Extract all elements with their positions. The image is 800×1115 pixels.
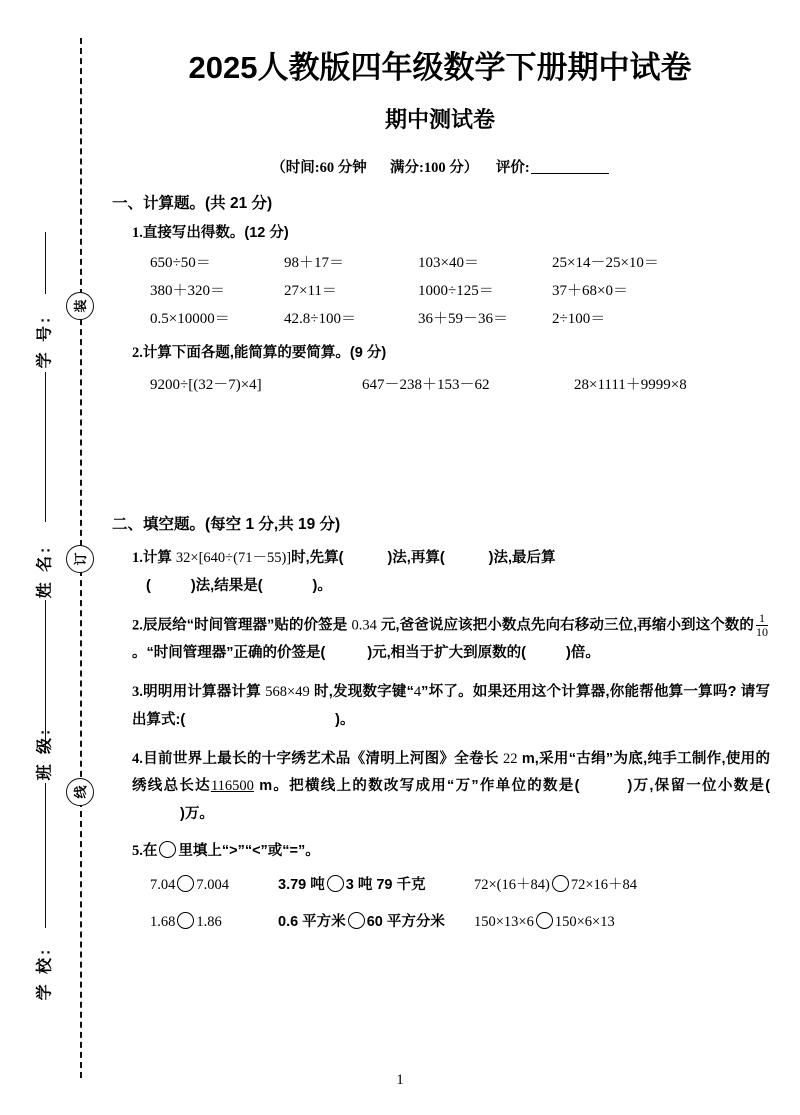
q4-part5: )万。 [180, 806, 214, 823]
comparison-circle-icon[interactable] [159, 841, 176, 858]
comparison-circle-icon[interactable] [552, 875, 569, 892]
q3-part2: 时,发现数字键“ [309, 683, 414, 700]
q3-expression: 568×49 [265, 683, 310, 700]
arith-row-2 [150, 279, 770, 300]
cmp-right: 150×6×13 [554, 914, 615, 931]
field-student-name: 姓 名: [36, 544, 54, 599]
fraction-denominator: 10 [756, 624, 768, 639]
fraction-one-tenth [756, 612, 768, 639]
comparison-circle-icon[interactable] [327, 875, 344, 892]
arith-item: 2÷100＝ [552, 311, 606, 328]
q1-part6: )法,结果是( [190, 577, 263, 594]
cmp-right: 7.004 [196, 877, 229, 894]
comparison-item [278, 873, 474, 894]
cmp-left: 72×(16＋84) [474, 877, 550, 894]
q1-part5: ( [146, 577, 151, 594]
comparison-item [278, 910, 474, 931]
cmp-left: 0.6 平方米 [278, 914, 346, 931]
seal-char-zhuang: 装 [66, 292, 94, 320]
arith-item: 103×40＝ [418, 255, 479, 272]
q2-part5: )倍。 [566, 645, 600, 662]
cmp-left: 3.79 吨 [278, 877, 325, 894]
arith-row-3 [150, 307, 770, 328]
calc-item: 9200÷[(32－7)×4] [150, 376, 262, 393]
q2-part3: 。“时间管理器”正确的价签是( [132, 645, 326, 662]
q2-part2: 元,爸爸说应该把小数点先向右移动三位,再缩小到这个数的 [376, 617, 754, 634]
comparison-row-1 [150, 873, 770, 894]
question-number: 2. [132, 345, 143, 362]
section-2-heading: 二、填空题。(每空 1 分,共 19 分) [112, 515, 341, 533]
section-1-heading: 一、计算题。(共 21 分) [112, 195, 273, 212]
q4-length: 22 [503, 750, 518, 767]
cmp-right: 72×16＋84 [570, 877, 638, 894]
comparison-circle-icon[interactable] [348, 912, 365, 929]
arith-row-1 [150, 251, 770, 272]
field-student-number: 学 号: [36, 314, 54, 369]
fraction-numerator: 1 [759, 610, 765, 625]
question-text: 计算下面各题,能简算的要简算。(9 分) [142, 345, 387, 362]
exam-sheet [110, 0, 770, 1115]
field-class: 班 级: [36, 726, 54, 781]
arith-item: 25×14－25×10＝ [552, 255, 659, 272]
q3-part1: 明明用计算器计算 [142, 683, 266, 700]
q2-price: 0.34 [351, 617, 377, 634]
cmp-right: 60 平方分米 [366, 914, 445, 931]
page-title: 2025人教版四年级数学下册期中试卷 [188, 50, 692, 85]
section2-question-3 [132, 679, 770, 735]
question-text: 直接写出得数。(12 分) [142, 225, 289, 241]
section2-question-1 [132, 545, 770, 601]
arith-item: 36＋59－36＝ [418, 311, 509, 328]
section1-question-1 [132, 222, 770, 244]
q1-expression: 32×[640÷(71－55)] [175, 549, 292, 566]
section-2 [110, 512, 770, 931]
arith-item: 650÷50＝ [150, 255, 211, 272]
field-school: 学 校: [36, 946, 54, 1001]
calc-item: 28×1111＋9999×8 [574, 376, 687, 393]
q5-suffix: 里填上“>”“<”或“=”。 [178, 843, 320, 860]
arith-item: 380＋320＝ [150, 283, 226, 300]
comparison-item [150, 875, 278, 894]
question-number: 2. [132, 617, 143, 634]
comparison-row-2 [150, 910, 770, 931]
comparison-item [474, 873, 637, 894]
seal-char-ding: 订 [66, 545, 94, 573]
q5-prefix: 在 [142, 843, 158, 860]
exam-total-score: 满分:100 分） [390, 160, 479, 176]
section2-question-2 [132, 612, 770, 668]
comparison-circle-icon[interactable] [177, 875, 194, 892]
q1-part3: )法,再算( [387, 549, 445, 566]
q3-part3: ”坏了。如果还用这个计算器,你能帮他算一算吗? 请写出算式:( [132, 683, 770, 728]
page-number: 1 [396, 1072, 404, 1088]
q2-part4: )元,相当于扩大到原数的( [367, 645, 527, 662]
q4-part4: )万,保留一位小数是( [627, 778, 771, 795]
cmp-left: 7.04 [150, 877, 176, 894]
evaluation-label: 评价: [495, 160, 530, 176]
arith-item: 37＋68×0＝ [552, 283, 628, 300]
calc-item: 647－238＋153－62 [362, 376, 490, 393]
arith-item: 0.5×10000＝ [150, 311, 230, 328]
comparison-circle-icon[interactable] [177, 912, 194, 929]
question-number: 1. [132, 549, 143, 566]
comparison-item [474, 912, 615, 931]
q1-part4: )法,最后算 [488, 549, 556, 566]
q4-part1: 目前世界上最长的十字绣艺术品《清明上河图》全卷长 [142, 750, 504, 767]
section1-question-2 [132, 342, 770, 364]
q4-part3: m。把横线上的数改写成用“万”作单位的数是( [253, 778, 580, 795]
question-number: 1. [132, 225, 143, 241]
q3-broken-key: 4 [413, 683, 422, 700]
seal-char-xian: 线 [66, 778, 94, 806]
arith-item: 42.8÷100＝ [284, 311, 356, 328]
question-number: 4. [132, 750, 143, 767]
q1-part2: 时,先算( [291, 549, 344, 566]
q3-part4: )。 [335, 711, 355, 728]
cmp-right: 3 吨 79 千克 [345, 877, 426, 894]
arith-item: 1000÷125＝ [418, 283, 494, 300]
calc-expressions-row [150, 373, 770, 394]
q2-part1: 辰辰给“时间管理器”贴的价签是 [142, 617, 352, 634]
question-number: 3. [132, 683, 143, 700]
comparison-circle-icon[interactable] [536, 912, 553, 929]
binding-margin [0, 0, 110, 1115]
cmp-right: 1.86 [196, 914, 222, 931]
section2-question-5 [132, 840, 770, 863]
q1-part1: 计算 [142, 549, 176, 566]
q4-underlined-number: 116500 [210, 778, 254, 795]
section2-question-4 [132, 746, 770, 829]
exam-duration: （时间:60 分钟 [271, 160, 367, 176]
comparison-item [150, 912, 278, 931]
q4-part2: m,采用“古绢”为底,纯手工制作,使用的绣线总长达 [132, 750, 770, 795]
cmp-left: 1.68 [150, 914, 176, 931]
page-subtitle: 期中测试卷 [384, 107, 495, 132]
question-number: 5. [132, 843, 143, 860]
cmp-left: 150×13×6 [474, 914, 534, 931]
arith-item: 98＋17＝ [284, 255, 345, 272]
q1-part7: )。 [312, 577, 332, 594]
arith-item: 27×11＝ [284, 283, 337, 300]
exam-meta-line [110, 156, 770, 177]
evaluation-blank[interactable] [531, 173, 609, 174]
